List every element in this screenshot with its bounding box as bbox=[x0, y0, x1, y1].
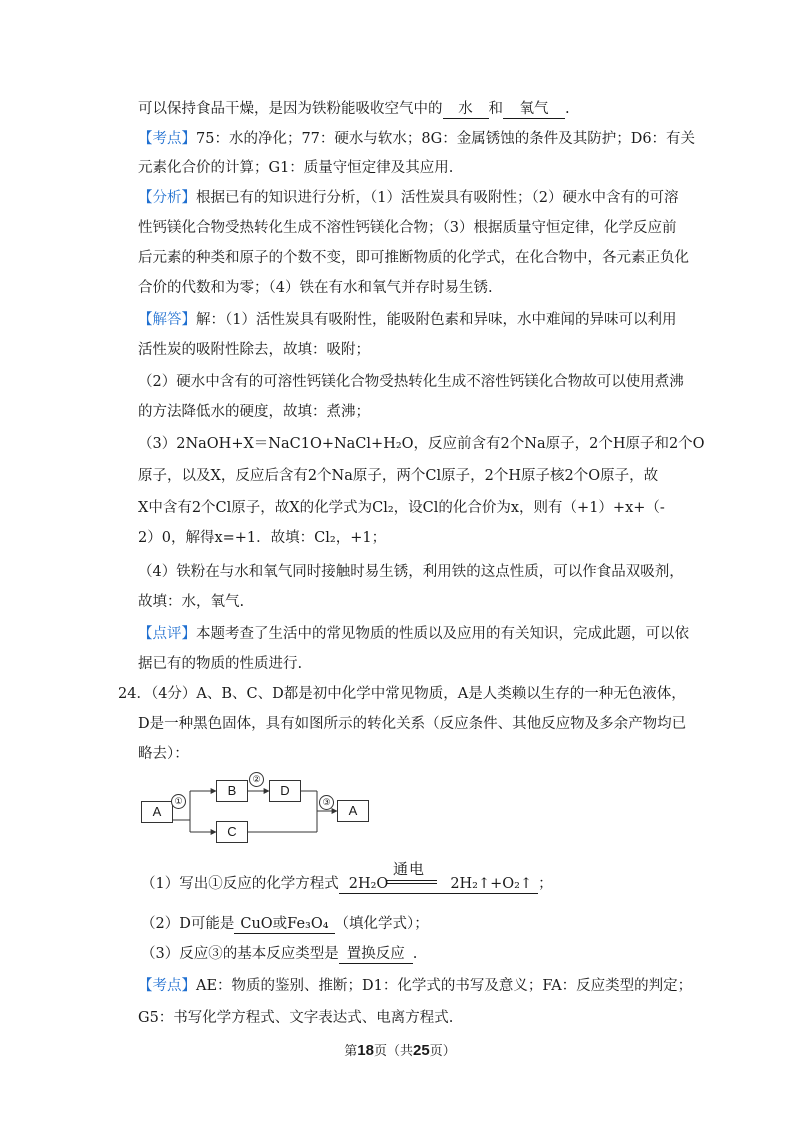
sub-question-3: （3）反应③的基本反应类型是 置换反应 . bbox=[141, 946, 418, 962]
text-line: （3）2NaOH+X＝NaC1O+NaCl+H₂O，反应前含有2个Na原子，2个H原子和2个O bbox=[138, 436, 705, 452]
text-line: 元素化合价的计算；G1：质量守恒定律及其应用. bbox=[138, 160, 454, 176]
step-2-marker: ② bbox=[249, 772, 264, 787]
text-line: 合价的代数和为零；（4）铁在有水和氧气并存时易生锈. bbox=[138, 280, 493, 296]
text-line: 2）0，解得x=+1．故填：Cl₂，+1； bbox=[138, 530, 387, 546]
node-c: C bbox=[216, 821, 248, 843]
text-line: 原子，以及X，反应后含有2个Na原子，两个Cl原子，2个H原子核2个O原子，故 bbox=[138, 468, 659, 484]
reaction-condition: 通电 bbox=[393, 860, 426, 878]
text-line: 【点评】本题考查了生活中的常见物质的性质以及应用的有关知识，完成此题，可以依 bbox=[138, 626, 689, 642]
text-line: 可以保持食品干燥，是因为铁粉能吸收空气中的 水 和 氧气 . bbox=[138, 101, 570, 117]
text-line: 后元素的种类和原子的个数不变，即可推断物质的化学式，在化合物中，各元素正负化 bbox=[138, 250, 689, 266]
text-line: 故填：水，氧气. bbox=[138, 594, 245, 610]
text-line: G5：书写化学方程式、文字表达式、电离方程式. bbox=[138, 1010, 454, 1026]
text-line: X中含有2个Cl原子，故X的化学式为Cl₂，设Cl的化合价为x，则有（+1）+x+（- bbox=[138, 500, 665, 516]
section-tag: 【点评】 bbox=[138, 626, 196, 642]
page-number: 18 bbox=[357, 1042, 374, 1059]
node-d: D bbox=[269, 780, 301, 802]
answer-blank: 置换反应 bbox=[339, 945, 413, 964]
step-1-marker: ① bbox=[171, 794, 186, 809]
node-b: B bbox=[216, 780, 248, 802]
text-line: 【分析】根据已有的知识进行分析，（1）活性炭具有吸附性；（2）硬水中含有的可溶 bbox=[138, 190, 679, 206]
answer-blank: 2H₂O 2H₂↑+O₂↑ bbox=[339, 875, 538, 894]
text-line: （2）硬水中含有的可溶性钙镁化合物受热转化生成不溶性钙镁化合物故可以使用煮沸 bbox=[138, 374, 684, 390]
answer-blank: CuO或Fe₃O₄ bbox=[234, 915, 334, 934]
text-line: 【解答】解：（1）活性炭具有吸附性，能吸附色素和异味，水中难闻的异味可以利用 bbox=[138, 312, 677, 328]
sub-question-1: （1）写出①反应的化学方程式 2H₂O 2H₂↑+O₂↑ ； bbox=[141, 876, 553, 892]
text-line: D是一种黑色固体，具有如图所示的转化关系（反应条件、其他反应物及多余产物均已 bbox=[138, 716, 687, 732]
text-line: 性钙镁化合物受热转化生成不溶性钙镁化合物；（3）根据质量守恒定律，化学反应前 bbox=[138, 220, 677, 236]
node-a-start: A bbox=[141, 801, 173, 823]
text-line: 略去）： bbox=[138, 746, 189, 762]
page-total: 25 bbox=[413, 1042, 430, 1059]
section-tag: 【解答】 bbox=[138, 312, 196, 328]
question-24-stem: 24．（4分）A、B、C、D都是初中化学中常见物质，A是人类赖以生存的一种无色液体， bbox=[118, 686, 686, 702]
section-tag: 【分析】 bbox=[138, 190, 196, 206]
sub-question-2: （2）D可能是 CuO或Fe₃O₄ （填化学式）； bbox=[141, 916, 429, 932]
text-line: 【考点】75：水的净化；77：硬水与软水；8G：金属锈蚀的条件及其防护；D6：有关 bbox=[138, 131, 696, 147]
text-line: （4）铁粉在与水和氧气同时接触时易生锈，利用铁的这点性质，可以作食品双吸剂， bbox=[138, 564, 684, 580]
text-line: 据已有的物质的性质进行. bbox=[138, 656, 303, 672]
step-3-marker: ③ bbox=[319, 795, 334, 810]
page-footer: 第18页（共25页） bbox=[344, 1042, 456, 1059]
text-line: 的方法降低水的硬度，故填：煮沸； bbox=[138, 404, 370, 420]
section-tag: 【考点】 bbox=[138, 978, 196, 994]
answer-blank: 水 bbox=[443, 100, 489, 119]
node-a-end: A bbox=[337, 800, 369, 822]
section-tag: 【考点】 bbox=[138, 131, 196, 147]
answer-blank: 氧气 bbox=[503, 100, 565, 119]
text-line: 活性炭的吸附性除去，故填：吸附； bbox=[138, 342, 370, 358]
text-line: 【考点】AE：物质的鉴别、推断；D1：化学式的书写及意义；FA：反应类型的判定； bbox=[138, 978, 693, 994]
